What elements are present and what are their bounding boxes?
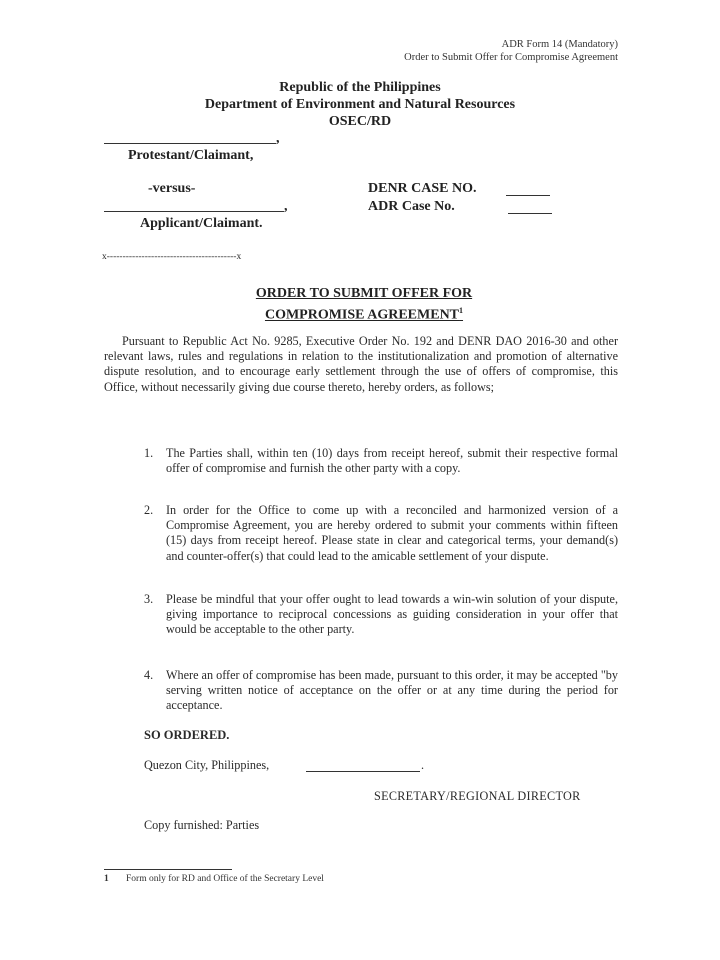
footnote-rule: [104, 869, 232, 870]
item-3-number: 3.: [144, 592, 154, 606]
comma-1: ,: [276, 131, 280, 146]
item-1-number: 1.: [144, 446, 154, 460]
item-4-number: 4.: [144, 668, 154, 682]
place-label: Quezon City, Philippines,: [144, 758, 270, 772]
title-footnote-mark: 1: [459, 306, 464, 315]
denr-case-line: [506, 195, 550, 196]
intro-paragraph: Pursuant to Republic Act No. 9285, Executive Order No. 192 and DENR DAO 2016-30 and other relevant laws, rules and regulations in relation to the institutionalization and promotion of alternative dispute resolution, and to encourage early settlement through the use of offers of compromise, this Office, without necessarily giving due course thereto, hereby orders, as follows;: [104, 334, 618, 394]
comma-2: ,: [284, 199, 288, 214]
footnote-mark: 1: [104, 874, 109, 884]
date-comma: .: [421, 758, 425, 772]
item-3-text: Please be mindful that your offer ought to lead towards a win-win solution of your dispute, giving importance to reciprocal concessions as guiding consideration in your offer that would be acceptable to the other party.: [166, 592, 618, 637]
versus-label: -versus-: [148, 181, 196, 196]
document-title-line1: ORDER TO SUBMIT OFFER FOR: [255, 286, 473, 301]
so-ordered: SO ORDERED.: [144, 728, 230, 742]
item-2-text: In order for the Office to come up with a reconciled and harmonized version of a Compromise Agreement, you are hereby ordered to submit your comments within fifteen (15) days from receipt hereof. Please state in clear and categorical terms, your demand(s) and counter-offer(s) that could lead to the amicable settlement of your dispute.: [166, 503, 618, 563]
footnote-text: Form only for RD and Office of the Secretary Level: [126, 874, 324, 884]
protestant-name-line: [104, 143, 276, 144]
adr-case-line: [508, 213, 552, 214]
form-label: [404, 38, 618, 64]
applicant-label: Applicant/Claimant.: [140, 216, 263, 231]
date-line: [306, 771, 420, 772]
title-line2-text: COMPROMISE AGREEMENT: [264, 307, 460, 323]
protestant-label: Protestant/Claimant,: [128, 148, 254, 163]
form-title: Order to Submit Offer for Compromise Agreement: [404, 52, 618, 63]
document-title-line2: [0, 302, 720, 325]
denr-case-label: DENR CASE NO.: [368, 181, 477, 196]
signatory-title: SECRETARY/REGIONAL DIRECTOR: [374, 789, 581, 803]
applicant-name-line: [104, 211, 284, 212]
item-4-text: Where an offer of compromise has been made, pursuant to this order, it may be accepted "by serving written notice of acceptance on the offer or at any time during the period for acceptance.: [166, 668, 618, 713]
copy-furnished: Copy furnished: Parties: [144, 818, 260, 832]
caption-separator: x-----------------------------------------x: [102, 252, 242, 262]
header-republic: Republic of the Philippines: [279, 80, 441, 95]
adr-case-label: ADR Case No.: [368, 199, 455, 214]
item-1-text: The Parties shall, within ten (10) days from receipt hereof, submit their respective formal offer of compromise and furnish the other party with a copy.: [166, 446, 618, 476]
header-department: Department of Environment and Natural Resources: [204, 97, 516, 112]
form-number: ADR Form 14 (Mandatory): [501, 39, 618, 50]
item-2-number: 2.: [144, 503, 154, 517]
header-office: OSEC/RD: [328, 114, 392, 129]
